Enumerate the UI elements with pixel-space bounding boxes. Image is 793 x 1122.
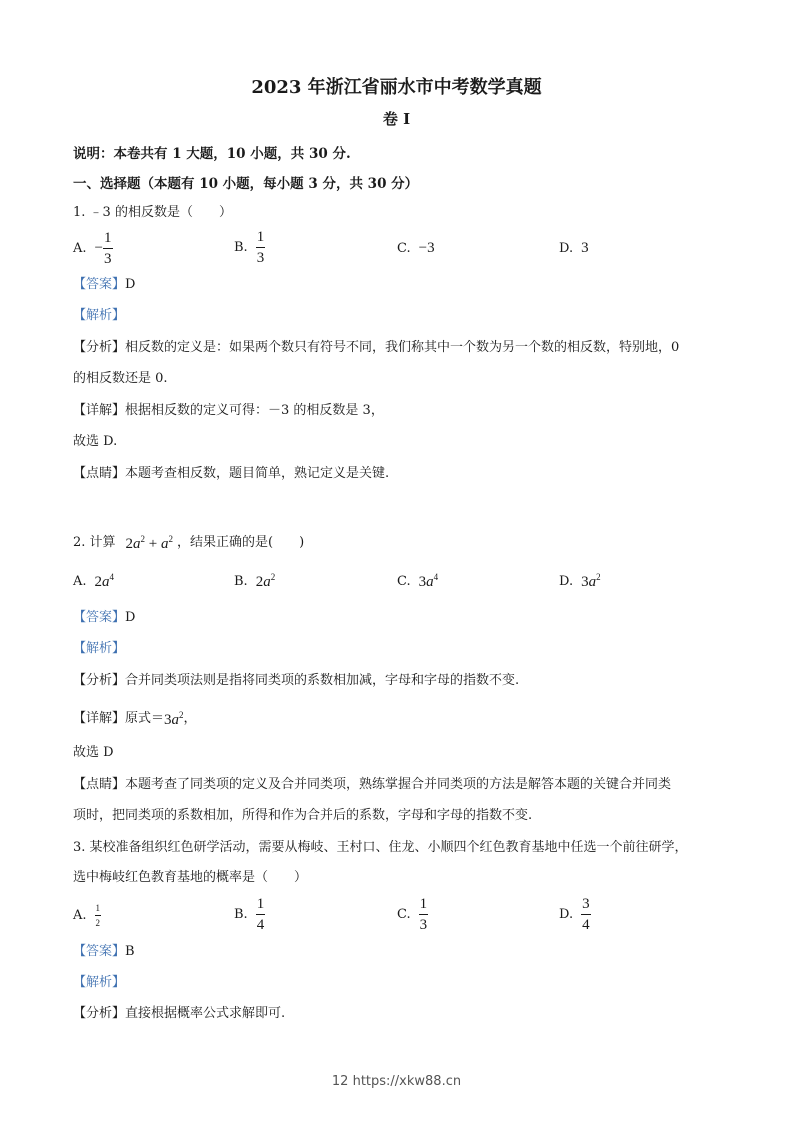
fraction [95, 903, 102, 928]
section-heading: 一、选择题（本题有 10 小题，每小题 3 分，共 30 分） [73, 176, 419, 192]
q2-fenxi [73, 672, 519, 689]
fenxi-tag: 【分析】 [73, 1006, 126, 1021]
numerator: 1 [103, 230, 113, 249]
stem-prefix: 2. 计算 [73, 534, 116, 550]
exp: 2 [596, 572, 601, 582]
xiangjie-text: 根据相反数的定义可得：－3 的相反数是 3， [125, 403, 384, 418]
q3-stem-line1: 3. 某校准备组织红色研学活动，需要从梅岐、王村口、住龙、小顺四个红色教育基地中任选一个前往研学， [73, 840, 688, 855]
option-label: B. [234, 240, 248, 255]
fraction [256, 229, 266, 266]
fraction [103, 230, 113, 267]
q2-expression [126, 531, 173, 553]
coef: 3 [581, 574, 589, 590]
exp: 4 [433, 572, 439, 582]
xiangjie-suffix: ， [183, 710, 197, 726]
var: a [588, 574, 597, 590]
denominator: 4 [256, 917, 265, 933]
q3-option-b [234, 896, 265, 933]
q3-option-a [73, 903, 101, 928]
var: a [263, 574, 271, 590]
q1-option-d [559, 240, 589, 257]
q3-analysis-tag: 【解析】 [73, 975, 126, 990]
option-label: A. [73, 241, 87, 256]
option-label: D. [559, 241, 574, 256]
q2-xiangjie [73, 707, 197, 729]
page-footer: 12 https://xkw88.cn [331, 1074, 462, 1089]
option-value [256, 572, 276, 591]
q2-dianjing-line1 [73, 776, 671, 793]
numerator: 1 [256, 896, 266, 915]
option-label: D. [559, 907, 574, 922]
fraction [581, 896, 591, 933]
exp: 4 [109, 572, 115, 582]
denominator: 4 [582, 917, 590, 933]
q1-fenxi-line1 [73, 339, 679, 356]
q2-answer [73, 609, 135, 626]
numerator: 1 [95, 903, 102, 916]
dianjing-text: 本题考查了同类项的定义及合并同类项，熟练掌握合并同类项的方法是解答本题的关键合并同类 [125, 777, 672, 792]
option-label: C. [397, 241, 411, 256]
option-label: A. [73, 908, 87, 923]
fenxi-tag: 【分析】 [73, 673, 126, 688]
q2-option-a [73, 572, 114, 591]
numerator: 1 [256, 229, 266, 248]
answer-value: D [125, 277, 136, 292]
minus-sign: − [94, 240, 103, 256]
answer-value: D [125, 610, 136, 625]
option-label: B. [234, 907, 248, 922]
q1-dianjing [73, 465, 389, 482]
q3-stem-line2: 选中梅岐红色教育基地的概率是（ ） [73, 870, 308, 885]
option-label: C. [397, 907, 411, 922]
q2-option-d [559, 572, 601, 591]
denominator: 3 [256, 250, 265, 266]
option-label: C. [397, 574, 411, 589]
page-subtitle: 卷 I [382, 110, 411, 128]
fenxi-text: 相反数的定义是：如果两个数只有符号不同，我们称其中一个数为另一个数的相反数，特别地，0 [125, 340, 680, 355]
dianjing-tag: 【点睛】 [73, 777, 126, 792]
q1-option-b [234, 229, 265, 266]
xiangjie-prefix: 原式＝ [125, 710, 165, 726]
option-value [95, 572, 115, 591]
q2-stem [73, 531, 304, 553]
q1-analysis-tag: 【解析】 [73, 308, 126, 323]
q1-option-a [73, 230, 113, 267]
q1-answer [73, 276, 135, 293]
q3-option-d [559, 896, 591, 933]
q2-option-c [397, 572, 438, 591]
q1-fenxi-line2: 的相反数还是 0. [73, 371, 168, 386]
option-label: D. [559, 574, 574, 589]
q3-fenxi [73, 1005, 285, 1022]
coef: 2 [125, 536, 134, 552]
answer-tag: 【答案】 [73, 610, 126, 625]
var: a [102, 574, 110, 590]
xiangjie-tag: 【详解】 [73, 710, 126, 726]
option-value [419, 572, 439, 591]
option-label: B. [234, 574, 248, 589]
denominator: 3 [104, 251, 112, 267]
fenxi-text: 合并同类项法则是指将同类项的系数相加减，字母和字母的指数不变. [125, 673, 520, 688]
answer-value: B [125, 944, 135, 959]
operator: + [148, 536, 158, 552]
page-title: 2023 年浙江省丽水市中考数学真题 [251, 77, 542, 98]
option-value: 3 [581, 240, 589, 256]
var: a [171, 712, 180, 728]
denominator: 3 [419, 917, 428, 933]
option-value: −3 [418, 240, 435, 256]
q1-stem: 1. ﹣3 的相反数是（ ） [73, 205, 232, 220]
option-value [581, 572, 601, 591]
numerator: 1 [419, 896, 429, 915]
exp: 2 [168, 534, 174, 544]
answer-tag: 【答案】 [73, 944, 126, 959]
fraction [419, 896, 429, 933]
coef: 2 [94, 574, 103, 590]
q2-analysis-tag: 【解析】 [73, 641, 126, 656]
xiangjie-expression [164, 707, 184, 729]
denominator: 2 [95, 918, 101, 928]
dianjing-text: 本题考查相反数，题目简单，熟记定义是关键. [125, 466, 390, 481]
var: a [133, 536, 141, 552]
fraction [256, 896, 266, 933]
exam-note: 说明：本卷共有 1 大题，10 小题，共 30 分. [73, 146, 351, 162]
fenxi-text: 直接根据概率公式求解即可. [125, 1006, 286, 1021]
q2-option-b [234, 572, 275, 591]
option-label: A. [73, 574, 87, 589]
exp: 2 [179, 710, 184, 720]
q1-option-c [397, 240, 435, 257]
q1-choose: 故选 D. [73, 434, 118, 449]
answer-tag: 【答案】 [73, 277, 126, 292]
fenxi-tag: 【分析】 [73, 340, 126, 355]
numerator: 3 [581, 896, 591, 915]
q3-option-c [397, 896, 428, 933]
exp: 2 [270, 572, 276, 582]
q3-answer [73, 943, 135, 960]
coef: 3 [164, 712, 172, 728]
coef: 2 [255, 574, 264, 590]
var: a [161, 536, 169, 552]
xiangjie-tag: 【详解】 [73, 403, 126, 418]
q2-choose: 故选 D [73, 745, 114, 760]
var: a [426, 574, 434, 590]
exp: 2 [140, 534, 146, 544]
dianjing-tag: 【点睛】 [73, 466, 126, 481]
q1-xiangjie [73, 402, 384, 419]
stem-suffix: ，结果正确的是( ) [177, 534, 305, 550]
q2-dianjing-line2: 项时，把同类项的系数相加，所得和作为合并后的系数，字母和字母的指数不变. [73, 808, 533, 823]
coef: 3 [418, 574, 427, 590]
